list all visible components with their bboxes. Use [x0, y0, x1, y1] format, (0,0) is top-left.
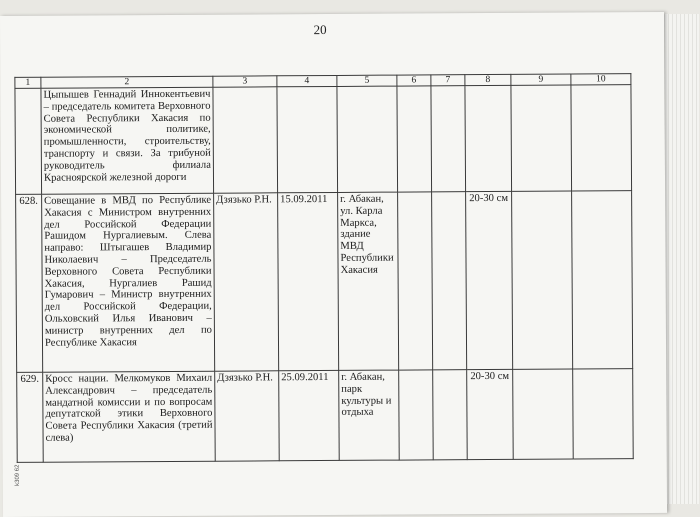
table-row [17, 369, 634, 463]
row-cell [399, 370, 434, 460]
row-place: г. Абакан, ул. Карла Маркса, здание МВД Республики Хакасия [338, 192, 399, 370]
catalog-table [14, 73, 633, 463]
column-header: 9 [511, 74, 571, 85]
page-number: 20 [313, 22, 327, 38]
row-cell [573, 369, 634, 459]
row-size: 20-30 см [466, 191, 513, 369]
row-cell [511, 85, 572, 191]
column-header: 8 [465, 74, 511, 85]
row-cell [433, 370, 468, 460]
row-cell [513, 369, 574, 459]
row-author: Дзязько Р.Н. [215, 371, 280, 461]
row-date: 25.09.2011 [279, 370, 340, 460]
row-cell [571, 85, 632, 191]
column-header: 6 [397, 75, 431, 86]
column-header: 7 [431, 75, 465, 86]
row-description: Цыпышев Геннадий Иннокентьевич – председатель комитета Верховного Совета Республики Хакасия по экономической политике, промышленности, строительству, транспорту и связи. За трибуной руководитель филиала Красноярской железной дороги [41, 87, 214, 194]
row-number: 629. [17, 372, 44, 462]
row-number [15, 88, 42, 194]
row-number: 628. [16, 194, 43, 372]
row-place [337, 86, 398, 192]
row-size: 20-30 см [467, 369, 514, 459]
column-header: 3 [213, 76, 277, 87]
row-cell [397, 86, 432, 192]
archive-code: k309 62 [14, 464, 21, 486]
row-size [465, 85, 512, 191]
column-header: 5 [337, 75, 397, 86]
row-cell [432, 192, 467, 370]
row-cell [398, 192, 433, 370]
row-cell [572, 191, 633, 369]
row-cell [512, 191, 573, 369]
row-author [213, 87, 278, 193]
column-header: 10 [571, 74, 631, 85]
column-header: 4 [277, 75, 337, 86]
row-date: 15.09.2011 [278, 192, 339, 370]
row-date [277, 86, 338, 192]
row-description: Кросс нации. Мелкомуков Михаил Александрович – председатель мандатной комиссии и по вопросам депутатской этики Верховного Совета Республики Хакасия (третий слева) [43, 371, 216, 462]
row-description: Совещание в МВД по Республике Хакасия с Министром внутренних дел Российской Федерации Рашидом Нургалиевым. Слева направо: Штыгашев Владимир Николаевич – Председатель Верховного Совета Республики Хакасия, Нургалиев Рашид Гумарович – Министр внутренних дел Российской Федерации, Ольховский Илья Иванович – министр внутренних дел по Республике Хакасия [42, 193, 215, 372]
column-header: 2 [41, 76, 213, 88]
row-place: г. Абакан, парк культуры и отдыха [339, 370, 400, 460]
row-cell [431, 86, 466, 192]
table-row [15, 85, 632, 195]
column-header: 1 [15, 77, 41, 88]
table-row [16, 191, 633, 373]
document-page [0, 12, 667, 517]
row-author: Дзязько Р.Н. [214, 193, 279, 371]
